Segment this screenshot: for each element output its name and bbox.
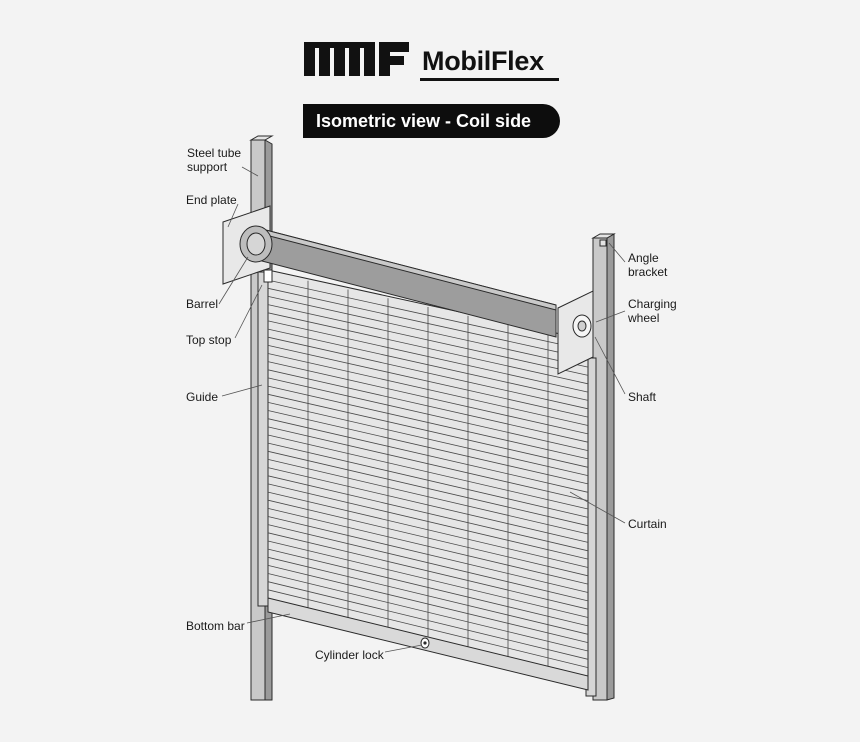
label-steel-tube-support: Steel tube support	[187, 146, 242, 174]
top-stop	[264, 270, 272, 282]
label-curtain: Curtain	[628, 517, 667, 531]
view-title: Isometric view - Coil side	[303, 104, 560, 138]
label-shaft: Shaft	[628, 390, 657, 404]
logo-mark	[304, 42, 409, 76]
label-top-stop: Top stop	[186, 333, 232, 347]
label-end-plate: End plate	[186, 193, 237, 207]
brand-underline	[420, 78, 559, 81]
label-guide: Guide	[186, 390, 219, 404]
label-charging-wheel: Charging wheel	[628, 297, 677, 325]
label-bottom-bar: Bottom bar	[186, 619, 245, 633]
charging-wheel	[573, 315, 591, 337]
brand-name: MobilFlex	[422, 46, 544, 76]
label-angle-bracket: Angle bracket	[628, 251, 668, 279]
label-barrel: Barrel	[186, 297, 219, 311]
label-cylinder-lock: Cylinder lock	[315, 648, 384, 662]
